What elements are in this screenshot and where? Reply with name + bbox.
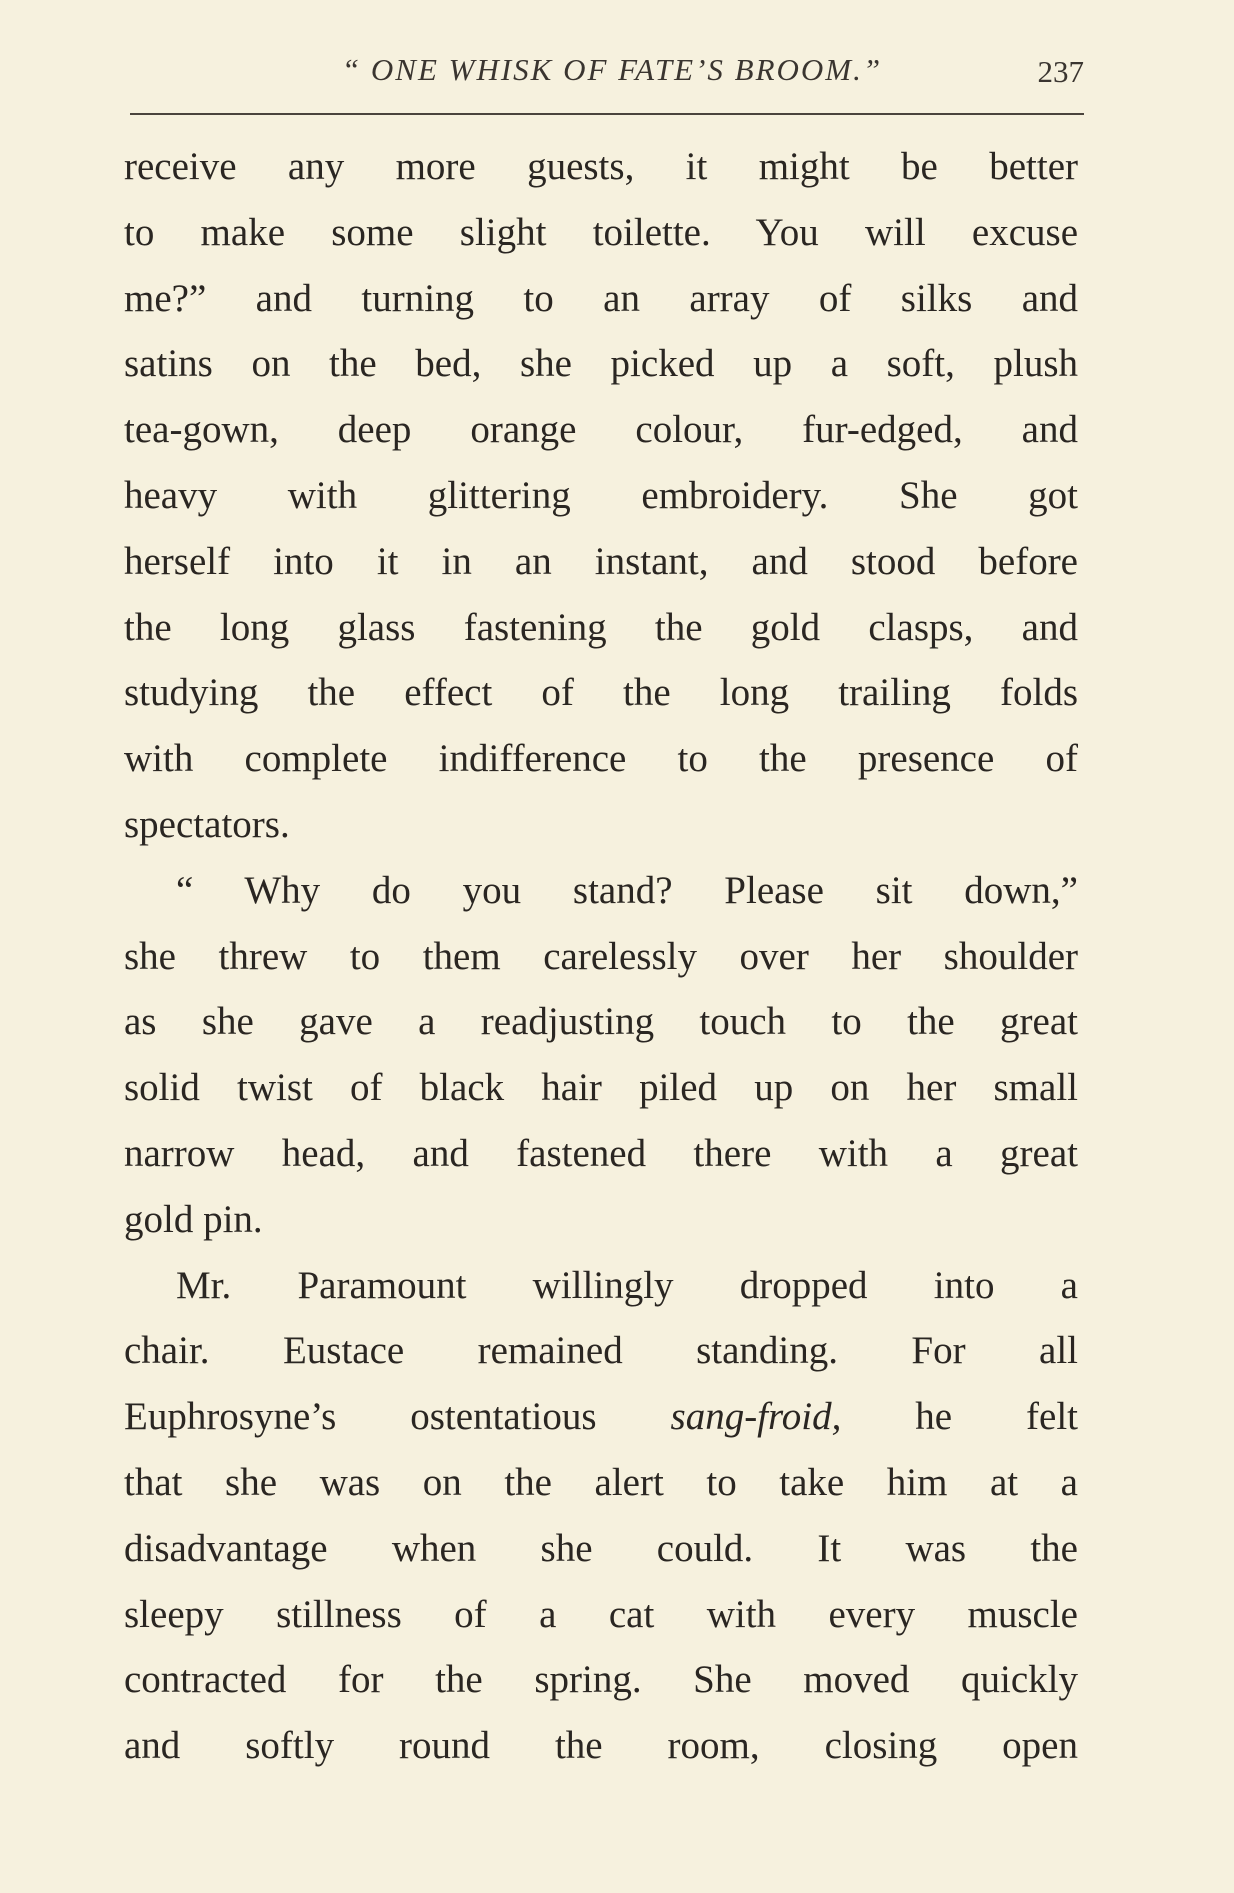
text-line: as she gave a readjusting touch to the great [124, 1000, 1078, 1044]
text-line: gold pin. [124, 1197, 263, 1241]
text-line: and softly round the room, closing open [124, 1724, 1078, 1768]
text-line: disadvantage when she could. It was the [124, 1526, 1078, 1570]
text-line: receive any more guests, it might be better [124, 145, 1078, 188]
text-line-with-italic [124, 1384, 1078, 1450]
text-line: chair. Eustace remained standing. For all [124, 1329, 1078, 1373]
text-span: he felt [841, 1395, 1078, 1439]
text-line: “ Why do you stand? Please sit down,” [176, 868, 1078, 912]
header-rule [130, 113, 1084, 115]
text-line: spectators. [124, 802, 290, 846]
text-line: satins on the bed, she picked up a soft, plush [124, 342, 1078, 386]
text-line: me?” and turning to an array of silks and [124, 276, 1078, 320]
text-line: studying the effect of the long trailing folds [124, 671, 1078, 715]
text-line: with complete indifference to the presence of [124, 737, 1078, 781]
body-text [124, 134, 1078, 1779]
text-line: solid twist of black hair piled up on her small [124, 1066, 1078, 1110]
italic-phrase: sang-froid, [670, 1395, 842, 1439]
page-number: 237 [1037, 54, 1084, 89]
running-head [122, 52, 1084, 100]
text-line: Mr. Paramount willingly dropped into a [176, 1263, 1078, 1307]
text-line: heavy with glittering embroidery. She got [124, 473, 1078, 517]
text-span: Euphrosyne’s ostentatious [124, 1395, 671, 1439]
text-line: tea-gown, deep orange colour, fur-edged, and [124, 408, 1078, 452]
text-line: herself into it in an instant, and stood before [124, 539, 1078, 583]
text-line: she threw to them carelessly over her shoulder [124, 934, 1078, 978]
text-line: to make some slight toilette. You will excuse [124, 210, 1078, 254]
text-line: that she was on the alert to take him at a [124, 1460, 1078, 1504]
text-line: narrow head, and fastened there with a great [124, 1131, 1078, 1175]
text-line: sleepy stillness of a cat with every muscle [124, 1592, 1078, 1636]
text-line: the long glass fastening the gold clasps, and [124, 605, 1078, 649]
text-line: contracted for the spring. She moved quickly [124, 1658, 1078, 1702]
running-title: “ ONE WHISK OF FATE’S BROOM.” [341, 52, 883, 87]
